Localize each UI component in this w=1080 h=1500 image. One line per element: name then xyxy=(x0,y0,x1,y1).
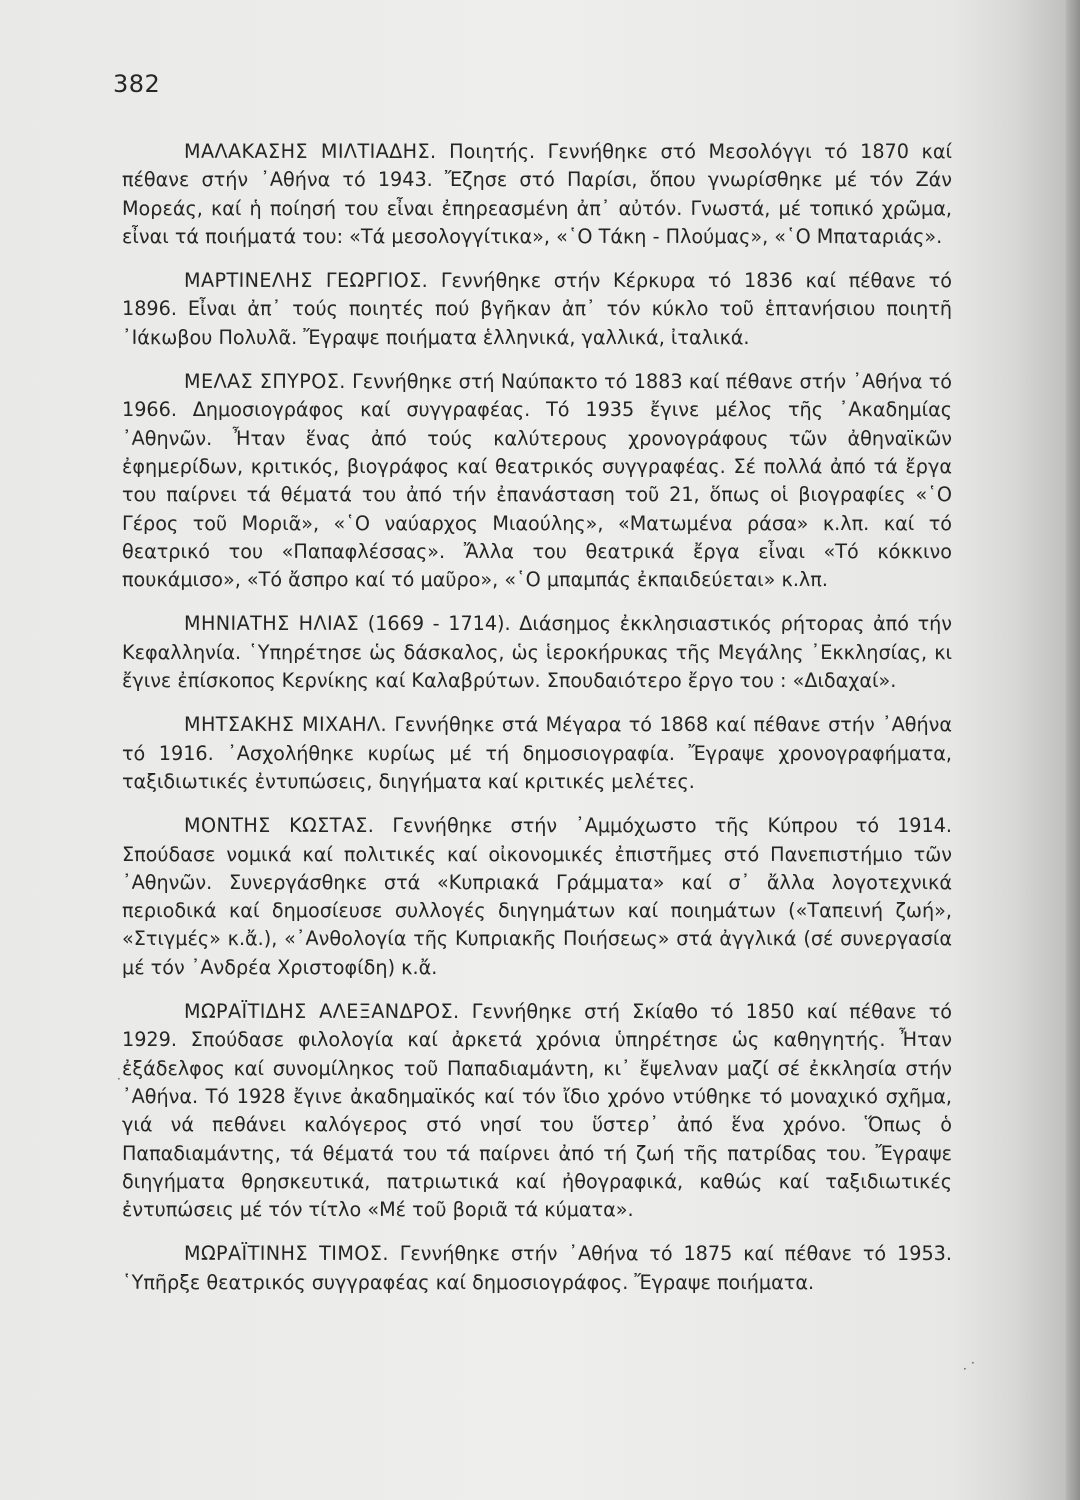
entry-mitsakis xyxy=(122,711,952,796)
biography-entries xyxy=(122,138,952,1313)
entry-name: ΜΑΛΑΚΑΣΗΣ ΜΙΛΤΙΑΔΗΣ. xyxy=(184,140,437,163)
entry-text: Γεννήθηκε στήν ᾿Αθήνα τό 1875 καί πέθανε τό 1953. ῾Υπῆρξε θεατρικός συγγραφέας καί δημοσιογράφος. Ἔγραψε ποιήματα. xyxy=(122,1242,952,1294)
entry-moraitinis xyxy=(122,1240,952,1297)
entry-miniatis xyxy=(122,610,952,695)
entry-name: ΜΑΡΤΙΝΕΛΗΣ ΓΕΩΡΓΙΟΣ. xyxy=(184,269,429,293)
entry-moraitidis xyxy=(122,998,952,1224)
entry-text: Ποιητής. Γεννήθηκε στό Μεσολόγγι τό 1870 καί πέθανε στήν ᾿Αθήνα τό 1943. Ἔζησε στό Παρίσι, ὅπου γνωρίσθηκε μέ τόν Ζάν Μορεάς, καί ἡ ποίησή του εἶναι ἐπηρεασμένη ἀπ᾿ αὐτόν. Γνωστά, μέ τοπικό χρῶμα, εἶναι τά ποιήματά του: «Τά μεσολογγίτικα», «῾Ο Τάκη - Πλούμας», «῾Ο Μπαταριάς». xyxy=(122,140,953,248)
entry-name: ΜΩΡΑΪΤΙΔΗΣ ΑΛΕΞΑΝΔΡΟΣ. xyxy=(184,1000,460,1024)
entry-malakasis xyxy=(122,138,952,251)
entry-text: (1669 - 1714). Διάσημος ἐκκλησιαστικός ρήτορας ἀπό τήν Κεφαλληνία. ῾Υπηρέτησε ὡς δάσκαλος, ὡς ἱεροκήρυκας τῆς Μεγάλης ᾿Εκκλησίας, κι ἔγινε ἐπίσκοπος Κερνίκης καί Καλαβρύτων. Σπουδαιότερο ἔργο του : «Διδαχαί». xyxy=(122,612,952,693)
page-number: 382 xyxy=(113,70,161,98)
entry-text: Γεννήθηκε στή Σκίαθο τό 1850 καί πέθανε τό 1929. Σπούδασε φιλολογία καί ἀρκετά χρόνια ὑπηρέτησε ὡς καθηγητής. Ἦταν ἐξάδελφος καί συνομίληκος τοῦ Παπαδιαμάντη, κι᾿ ἔψελναν μαζί σέ ἐκκλησία στήν ᾿Αθήνα. Τό 1928 ἔγινε ἀκαδημαϊκός καί τόν ἴδιο χρόνο ντύθηκε τό μοναχικό σχῆμα, γιά νά πεθάνει καλόγερος στό νησί του ὕστερ᾿ ἀπό ἕνα χρόνο. Ὅπως ὁ Παπαδιαμάντης, τά θέματά του τά παίρνει ἀπό τή ζωή τῆς πατρίδας του. Ἔγραψε διηγήματα θρησκευτικά, πατριωτικά καί ἠθογραφικά, καθώς καί ταξιδιωτικές ἐντυπώσεις μέ τόν τίτλο «Μέ τοῦ βοριᾶ τά κύματα». xyxy=(122,1000,953,1222)
entry-martinelis xyxy=(122,267,952,352)
entry-name: ΜΕΛΑΣ ΣΠΥΡΟΣ. xyxy=(184,370,346,394)
entry-name: ΜΗΤΣΑΚΗΣ ΜΙΧΑΗΛ. xyxy=(184,713,387,737)
entry-name: ΜΟΝΤΗΣ ΚΩΣΤΑΣ. xyxy=(184,814,375,838)
print-speck: · xyxy=(117,1072,121,1086)
page-edge-shadow xyxy=(1066,0,1080,1500)
entry-montis xyxy=(122,812,952,982)
entry-text: Γεννήθηκε στά Μέγαρα τό 1868 καί πέθανε στήν ᾿Αθήνα τό 1916. ᾿Ασχολήθηκε κυρίως μέ τή δημοσιογραφία. Ἔγραψε χρονογραφήματα, ταξιδιωτικές ἐντυπώσεις, διηγήματα καί κριτικές μελέτες. xyxy=(122,713,952,793)
entry-text: Γεννήθηκε στή Ναύπακτο τό 1883 καί πέθανε στήν ᾿Αθήνα τό 1966. Δημοσιογράφος καί συγγραφέας. Τό 1935 ἔγινε μέλος τῆς ᾿Ακαδημίας ᾿Αθηνῶν. Ἦταν ἕνας ἀπό τούς καλύτερους χρονογράφους τῶν ἀθηναϊκῶν ἐφημερίδων, κριτικός, βιογράφος καί θεατρικός συγγραφέας. Σέ πολλά ἀπό τά ἔργα του παίρνει τά θέματά του ἀπό τήν ἐπανάσταση τοῦ 21, ὅπως οἱ βιογραφίες «῾Ο Γέρος τοῦ Μοριᾶ», «῾Ο ναύαρχος Μιαούλης», «Ματωμένα ράσα» κ.λπ. καί τό θεατρικό του «Παπαφλέσσας». Ἄλλα του θεατρικά ἔργα εἶναι «Τό κόκκινο πουκάμισο», «Τό ἄσπρο καί τό μαῦρο», «῾Ο μπαμπάς ἐκπαιδεύεται» κ.λπ. xyxy=(122,370,952,592)
entry-text: Γεννήθηκε στήν Κέρκυρα τό 1836 καί πέθανε τό 1896. Εἶναι ἀπ᾿ τούς ποιητές πού βγῆκαν ἀπ᾿ τόν κύκλο τοῦ ἑπτανήσιου ποιητῆ ᾿Ιάκωβου Πολυλᾶ. Ἔγραψε ποιήματα ἑλληνικά, γαλλικά, ἰταλικά. xyxy=(122,269,952,349)
print-speck: · xyxy=(971,1356,975,1370)
entry-name: ΜΗΝΙΑΤΗΣ ΗΛΙΑΣ xyxy=(184,612,360,636)
entry-melas xyxy=(122,368,952,594)
print-speck: · xyxy=(963,1362,967,1376)
entry-text: Γεννήθηκε στήν ᾿Αμμόχωστο τῆς Κύπρου τό 1914. Σπούδασε νομικά καί πολιτικές καί οἰκονομικές ἐπιστῆμες στό Πανεπιστήμιο τῶν ᾿Αθηνῶν. Συνεργάσθηκε στά «Κυπριακά Γράμματα» καί σ᾿ ἄλλα λογοτεχνικά περιοδικά καί δημοσίευσε συλλογές διηγημάτων καί ποιημάτων («Ταπεινή ζωή», «Στιγμές» κ.ἄ.), «᾿Ανθολογία τῆς Κυπριακῆς Ποιήσεως» στά ἀγγλικά (σέ συνεργασία μέ τόν ᾿Ανδρέα Χριστοφίδη) κ.ἄ. xyxy=(122,814,952,979)
entry-name: ΜΩΡΑΪΤΙΝΗΣ ΤΙΜΟΣ. xyxy=(184,1242,389,1266)
